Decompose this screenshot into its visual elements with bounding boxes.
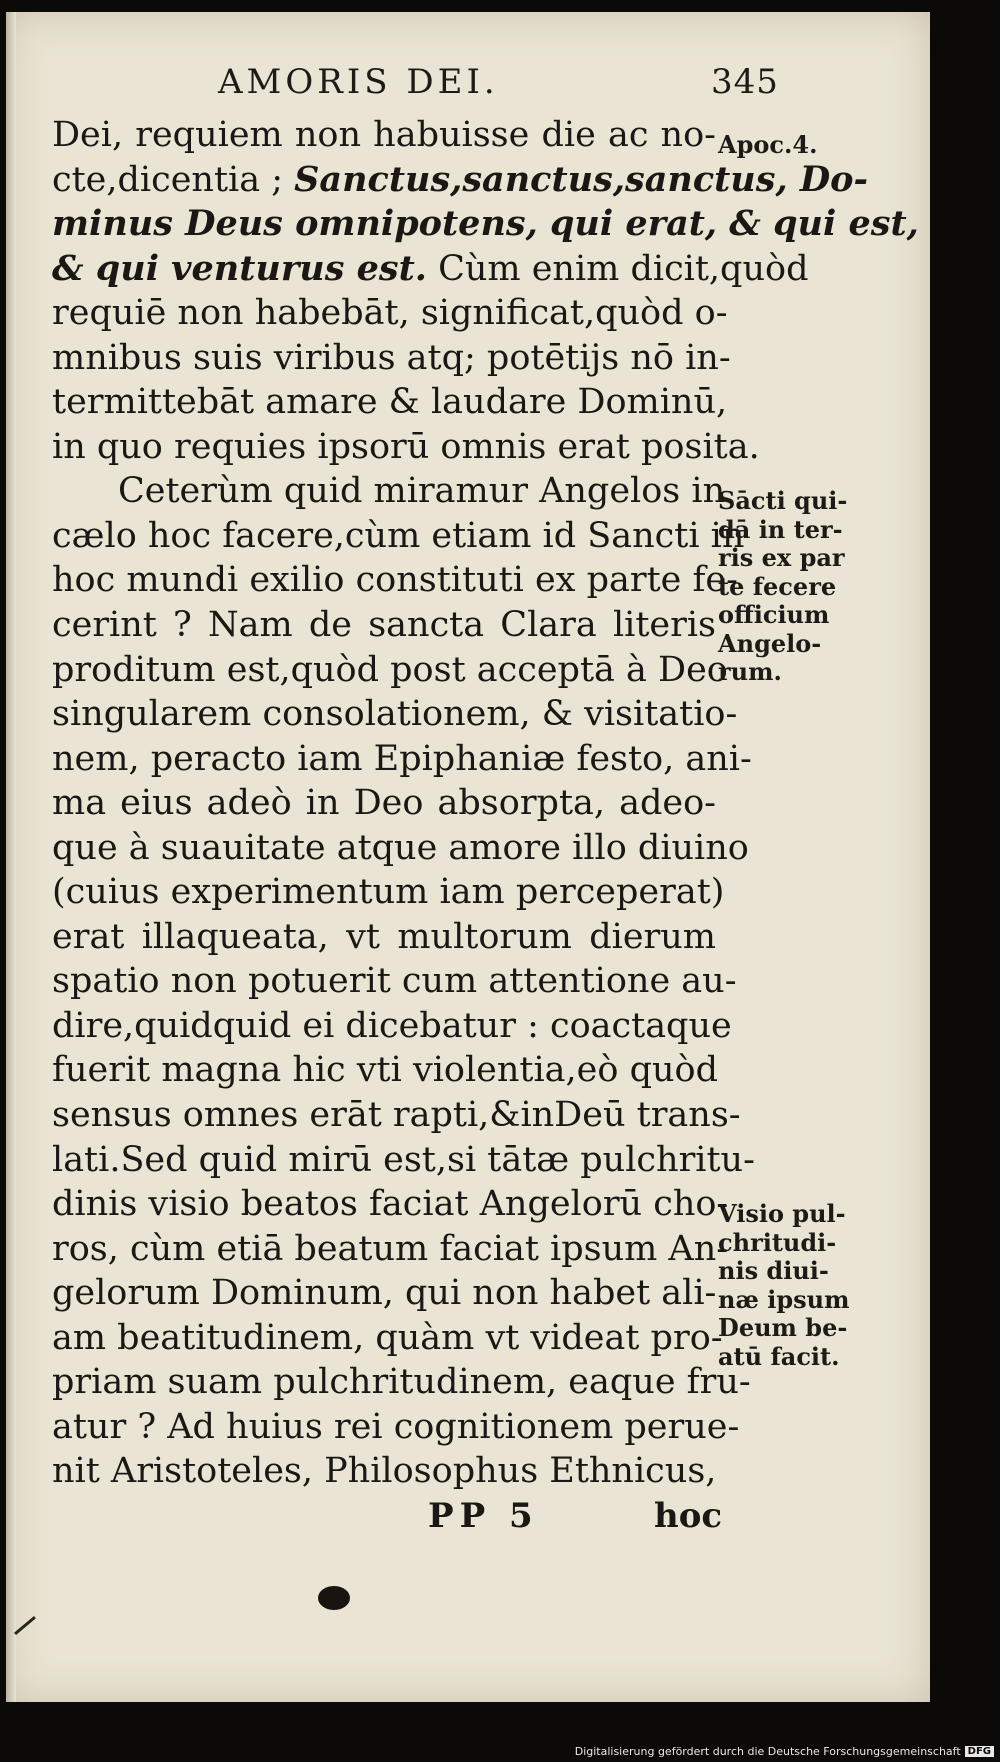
text-line [52,1004,732,1049]
line-text: que à suauitate atque amore illo diuino [52,827,749,868]
text-line [52,247,809,292]
line-text: fuerit magna hic vti violentia,eò quòd [52,1050,719,1091]
text-line [52,781,716,826]
marginal-note-line: næ ipsum [718,1284,850,1314]
marginal-note-line: te fecere [718,571,837,601]
text-line [52,469,726,514]
line-text: mnibus suis viribus atq; potētijs nō in- [52,337,731,378]
marginal-note-line: Deum be- [718,1313,848,1343]
line-text: am beatitudinem, quàm vt videat pro- [52,1317,723,1358]
text-line [52,826,749,871]
line-text: sensus omnes erāt rapti,&inDeū trans- [52,1095,741,1136]
marginal-note-line: Apoc.4. [718,130,818,159]
text-line [52,915,716,960]
line-text: dire,quidquid ei dicebatur : coactaque [52,1005,732,1046]
line-text: dinis visio beatos faciat Angelorū cho- [52,1184,729,1225]
catchword: hoc [654,1496,723,1536]
page-edge-shadow [6,12,16,1702]
signature-mark: PP 5 [428,1496,539,1536]
text-line [52,692,738,737]
marginal-note-line: dā in ter- [718,514,843,544]
text-line [52,380,728,425]
marginal-note-line: rum. [718,657,782,687]
line-text: in quo requies ipsorū omnis erat posita. [52,426,760,467]
text-line [52,1182,729,1227]
marginal-note [718,131,817,160]
marginal-note [718,487,847,687]
line-text: nit Aristoteles, Philosophus Ethnicus, [52,1451,717,1492]
text-line [52,1271,716,1316]
digitization-credit [575,1745,994,1758]
line-text: proditum est,quòd post acceptā à Deo [52,649,728,690]
marginal-note-line: officium [718,600,830,630]
dfg-logo: DFG [965,1746,994,1757]
text-line [52,1316,723,1361]
text-line [52,1138,755,1183]
line-text: lati.Sed quid mirū est,si tātæ pulchritu- [52,1139,755,1180]
line-text: cerint ? Nam de sancta Clara literis [52,605,716,646]
text-line [52,648,728,693]
ink-blot [318,1586,350,1610]
text-line [52,291,728,336]
text-line [52,425,760,470]
book-page [6,12,930,1702]
line-text: singularem consolationem, & visitatio- [52,694,738,735]
line-text: Ceterùm quid miramur Angelos in [118,471,726,512]
line-text: Dei, requiem non habuisse die ac no- [52,115,716,155]
marginal-note-line: atū facit. [718,1341,840,1371]
marginal-note-line: Sācti qui- [718,486,848,516]
line-text: spatio non potuerit cum attentione au- [52,961,737,1002]
text-line [52,1449,716,1494]
line-text: Cùm enim dicit,quòd [426,248,809,289]
line-text: gelorum Dominum, qui non habet ali- [52,1273,717,1314]
marginal-note-line: Visio pul- [718,1199,846,1229]
line-text: atur ? Ad huius rei cognitionem perue- [52,1406,740,1447]
running-head: AMORIS DEI. [218,62,499,102]
line-text: ros, cùm etiā beatum faciat ipsum An- [52,1228,729,1269]
text-line [52,558,738,603]
text-line [52,1227,729,1272]
marginal-note-line: chritudi- [718,1227,837,1257]
italic-text: minus Deus omnipotens, qui erat, & qui est, [52,203,919,245]
line-text: termittebāt amare & laudare Dominū, [52,382,728,423]
text-line [52,1360,751,1405]
line-text: (cuius experimentum iam perceperat) [52,872,725,913]
text-line [52,1048,719,1093]
text-line [52,959,737,1004]
line-text: cte,dicentia ; [52,159,295,200]
pen-mark [14,1616,36,1635]
credit-text: Digitalisierung gefördert durch die Deutsche Forschungsgemeinschaft [574,1745,961,1758]
marginal-note-line: Angelo- [718,628,822,658]
text-line [52,113,716,158]
text-line [52,202,919,247]
line-text: hoc mundi exilio constituti ex parte fe- [52,560,738,601]
text-line [52,1405,740,1450]
line-text: nem, peracto iam Epiphaniæ festo, ani- [52,738,752,779]
text-line [52,514,745,559]
italic-text: & qui venturus est. [52,247,427,289]
text-line [52,737,752,782]
page-number: 345 [711,62,779,102]
line-text: cælo hoc facere,cùm etiam id Sancti in [52,515,745,556]
marginal-note [718,1200,849,1371]
text-line [52,870,725,915]
line-text: erat illaqueata, vt multorum dierum [52,916,716,957]
text-line [52,336,731,381]
text-line [52,603,716,648]
marginal-note-line: ris ex par [718,543,845,573]
marginal-note-line: nis diui- [718,1256,829,1286]
text-line [52,1093,741,1138]
italic-text: Sanctus,sanctus,sanctus, Do- [294,158,869,200]
line-text: ma eius adeò in Deo absorpta, adeo- [52,783,716,824]
line-text: requiē non habebāt, significat,quòd o- [52,293,728,334]
line-text: priam suam pulchritudinem, eaque fru- [52,1362,751,1403]
text-line [52,158,869,203]
